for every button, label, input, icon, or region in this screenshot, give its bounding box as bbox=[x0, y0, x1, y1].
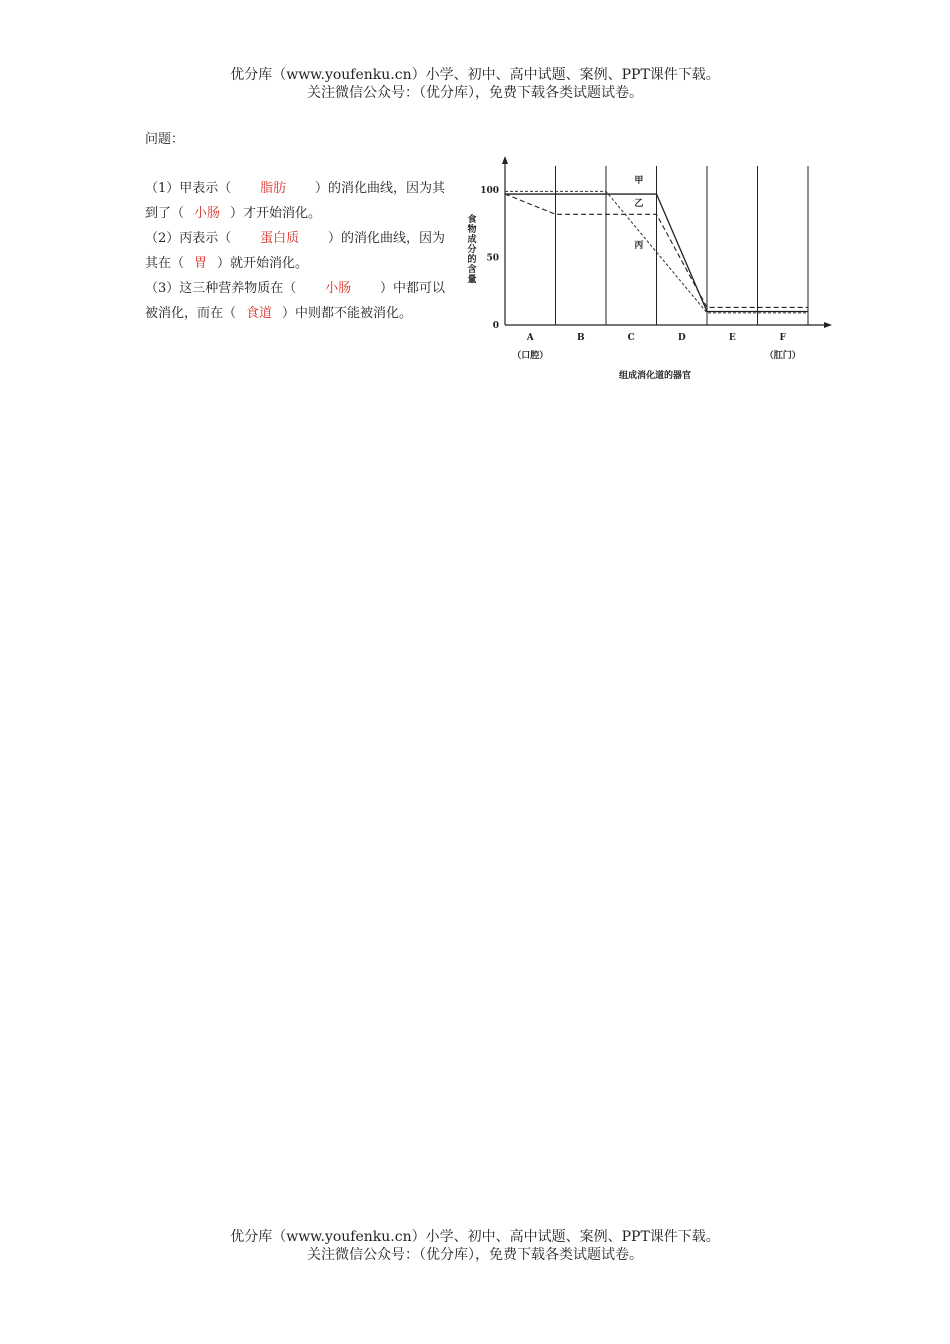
q1-line-2: 到了（ 小肠 ）才开始消化。 bbox=[145, 201, 445, 226]
header-line-2: 关注微信公众号：（优分库），免费下载各类试题试卷。 bbox=[307, 85, 643, 101]
x-tick-note-A: （口腔） bbox=[512, 351, 549, 361]
q2-answer-2: 胃 bbox=[194, 256, 208, 271]
y-tick-label-100: 100 bbox=[480, 186, 499, 196]
x-tick-note-F: （肛门） bbox=[764, 351, 801, 361]
series-label-3: 丙 bbox=[634, 241, 644, 251]
x-tick-label-C: C bbox=[627, 333, 635, 343]
page-header bbox=[0, 66, 950, 102]
x-tick-label-F: F bbox=[779, 333, 786, 343]
q2-answer-1: 蛋白质 bbox=[260, 231, 300, 246]
y-tick-label-50: 50 bbox=[486, 253, 499, 264]
q3-answer-2: 食道 bbox=[246, 306, 273, 321]
q3-answer-1: 小肠 bbox=[325, 281, 352, 296]
q1-answer-1: 脂肪 bbox=[260, 181, 287, 196]
x-axis-arrow bbox=[824, 322, 832, 328]
q1-line-1: （1）甲表示（ 脂肪 ）的消化曲线，因为其 bbox=[145, 176, 445, 201]
x-tick-label-D: D bbox=[677, 333, 686, 343]
footer-line-2: 关注微信公众号：（优分库），免费下载各类试题试卷。 bbox=[307, 1247, 643, 1263]
x-axis-label: 组成消化道的器官 bbox=[618, 371, 692, 381]
q3-line-1: （3）这三种营养物质在（ 小肠 ）中都可以 bbox=[145, 276, 445, 301]
q2-line-2: 其在（ 胃 ）就开始消化。 bbox=[145, 251, 445, 276]
y-axis-arrow bbox=[502, 156, 508, 164]
q1-answer-2: 小肠 bbox=[194, 206, 221, 221]
x-tick-label-A: A bbox=[526, 333, 534, 343]
question-list bbox=[145, 176, 445, 326]
series-label-2: 乙 bbox=[634, 199, 644, 209]
footer-line-1: 优分库（www.youfenku.cn）小学、初中、高中试题、案例、PPT课件下载。 bbox=[230, 1229, 720, 1245]
digestion-chart bbox=[460, 150, 840, 385]
series-label-1: 甲 bbox=[634, 176, 644, 186]
q2-line-1: （2）丙表示（ 蛋白质 ）的消化曲线，因为 bbox=[145, 226, 445, 251]
page-footer bbox=[0, 1228, 950, 1264]
q3-line-2: 被消化，而在（ 食道 ）中则都不能被消化。 bbox=[145, 301, 445, 326]
x-tick-label-E: E bbox=[728, 333, 736, 343]
x-tick-label-B: B bbox=[576, 333, 585, 343]
y-axis-label: 食物成分的含量 bbox=[467, 215, 477, 285]
y-tick-label-0: 0 bbox=[492, 321, 499, 331]
question-heading: 问题： bbox=[145, 132, 185, 147]
header-line-1: 优分库（www.youfenku.cn）小学、初中、高中试题、案例、PPT课件下载。 bbox=[230, 67, 720, 83]
